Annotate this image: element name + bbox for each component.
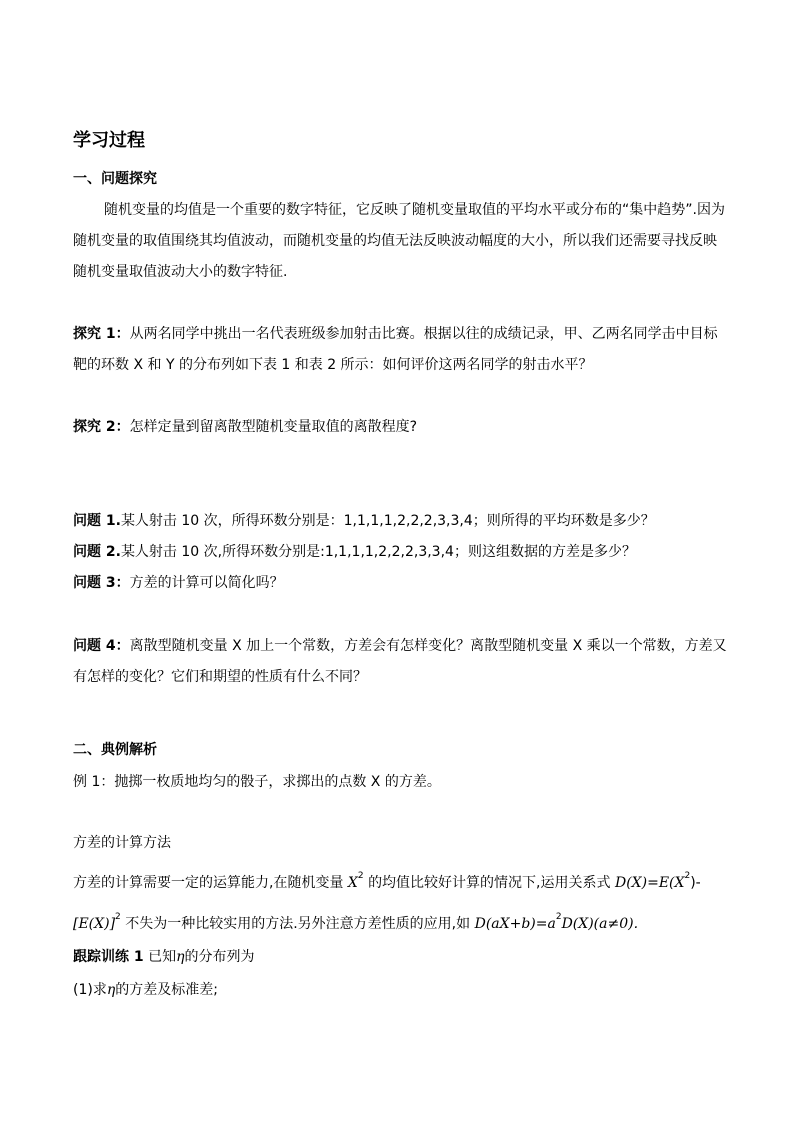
question-4-label: 问题 4：: [73, 638, 130, 654]
training-text-b: 的分布列为: [184, 949, 255, 965]
section-heading-inquiry: 一、问题探究: [73, 171, 157, 187]
question-2-label: 问题 2.: [73, 544, 121, 560]
example-1: 例 1：抛掷一枚质地均匀的骰子，求掷出的点数 X 的方差。: [73, 774, 441, 790]
method-text-1a: 方差的计算需要一定的运算能力,在随机变量: [73, 875, 344, 891]
intro-line-2: 随机变量的取值围绕其均值波动，而随机变量的均值无法反映波动幅度的大小，所以我们还需要寻找反映: [73, 233, 717, 249]
question-3: [73, 574, 284, 592]
method-line-2: [73, 912, 639, 935]
explore-2: [73, 418, 417, 436]
page-title: 学习过程: [73, 130, 145, 151]
method-formula-2b: D(aX+b)=a: [474, 916, 556, 932]
method-superscript-1: 2: [357, 871, 364, 881]
question-4-line-2: 有怎样的变化？它们和期望的性质有什么不同？: [73, 669, 367, 685]
method-formula-1: D(X)=E(X: [614, 875, 685, 891]
question-1-label: 问题 1.: [73, 513, 121, 529]
task-1-eta: η: [106, 982, 116, 998]
intro-line-1: 随机变量的均值是一个重要的数字特征，它反映了随机变量取值的平均水平或分布的“集中趋势”.因为: [104, 202, 725, 218]
explore-2-text: 怎样定量到留离散型随机变量取值的离散程度?: [129, 419, 418, 435]
method-text-2b: 不失为一种比较实用的方法.另外注意方差性质的应用,如: [125, 916, 471, 932]
method-line-1: [73, 871, 701, 894]
method-title: 方差的计算方法: [73, 835, 171, 851]
question-1: [73, 512, 655, 530]
training-label: 跟踪训练 1: [73, 949, 144, 965]
question-4-text: 离散型随机变量 X 加上一个常数，方差会有怎样变化？离散型随机变量 X 乘以一个常数，方差又: [129, 638, 727, 654]
task-1-a: (1)求: [73, 982, 107, 998]
explore-1-label: 探究 1：: [73, 326, 130, 342]
method-variable-x: X: [347, 875, 358, 891]
explore-2-label: 探究 2：: [73, 419, 130, 435]
question-3-text: 方差的计算可以简化吗？: [129, 575, 284, 591]
explore-1-line-2: 靶的环数 X 和 Y 的分布列如下表 1 和表 2 所示：如何评价这两名同学的射击水平？: [73, 357, 593, 373]
explore-1-text: 从两名同学中挑出一名代表班级参加射击比赛。根据以往的成绩记录，甲、乙两名同学击中目标: [129, 326, 718, 342]
training-1: [73, 948, 254, 966]
question-2: [73, 543, 636, 561]
method-text-1b: 的均值比较好计算的情况下,运用关系式: [368, 875, 611, 891]
method-superscript-3: 2: [115, 912, 121, 922]
method-text-1end: )-: [690, 875, 701, 891]
section-heading-examples: 二、典例解析: [73, 742, 157, 758]
method-formula-2c: D(X)(a≠0).: [561, 916, 639, 932]
question-2-text: 某人射击 10 次,所得环数分别是:1,1,1,1,2,2,2,3,3,4；则这组数据的方差是多少？: [120, 544, 636, 560]
method-superscript-4: 2: [555, 912, 562, 922]
training-text-a: 已知: [148, 949, 177, 965]
question-1-text: 某人射击 10 次，所得环数分别是：1,1,1,1,2,2,2,3,3,4；则所得的平均环数是多少？: [120, 513, 655, 529]
task-1-b: 的方差及标准差;: [115, 982, 218, 998]
method-formula-2a: [E(X)]: [73, 916, 116, 932]
question-4-line-1: [73, 637, 727, 655]
explore-1-line-1: [73, 325, 718, 343]
task-1: [73, 981, 218, 999]
method-superscript-2: 2: [684, 871, 691, 881]
training-eta: η: [176, 949, 185, 965]
question-3-label: 问题 3：: [73, 575, 130, 591]
intro-line-3: 随机变量取值波动大小的数字特征.: [73, 264, 288, 280]
